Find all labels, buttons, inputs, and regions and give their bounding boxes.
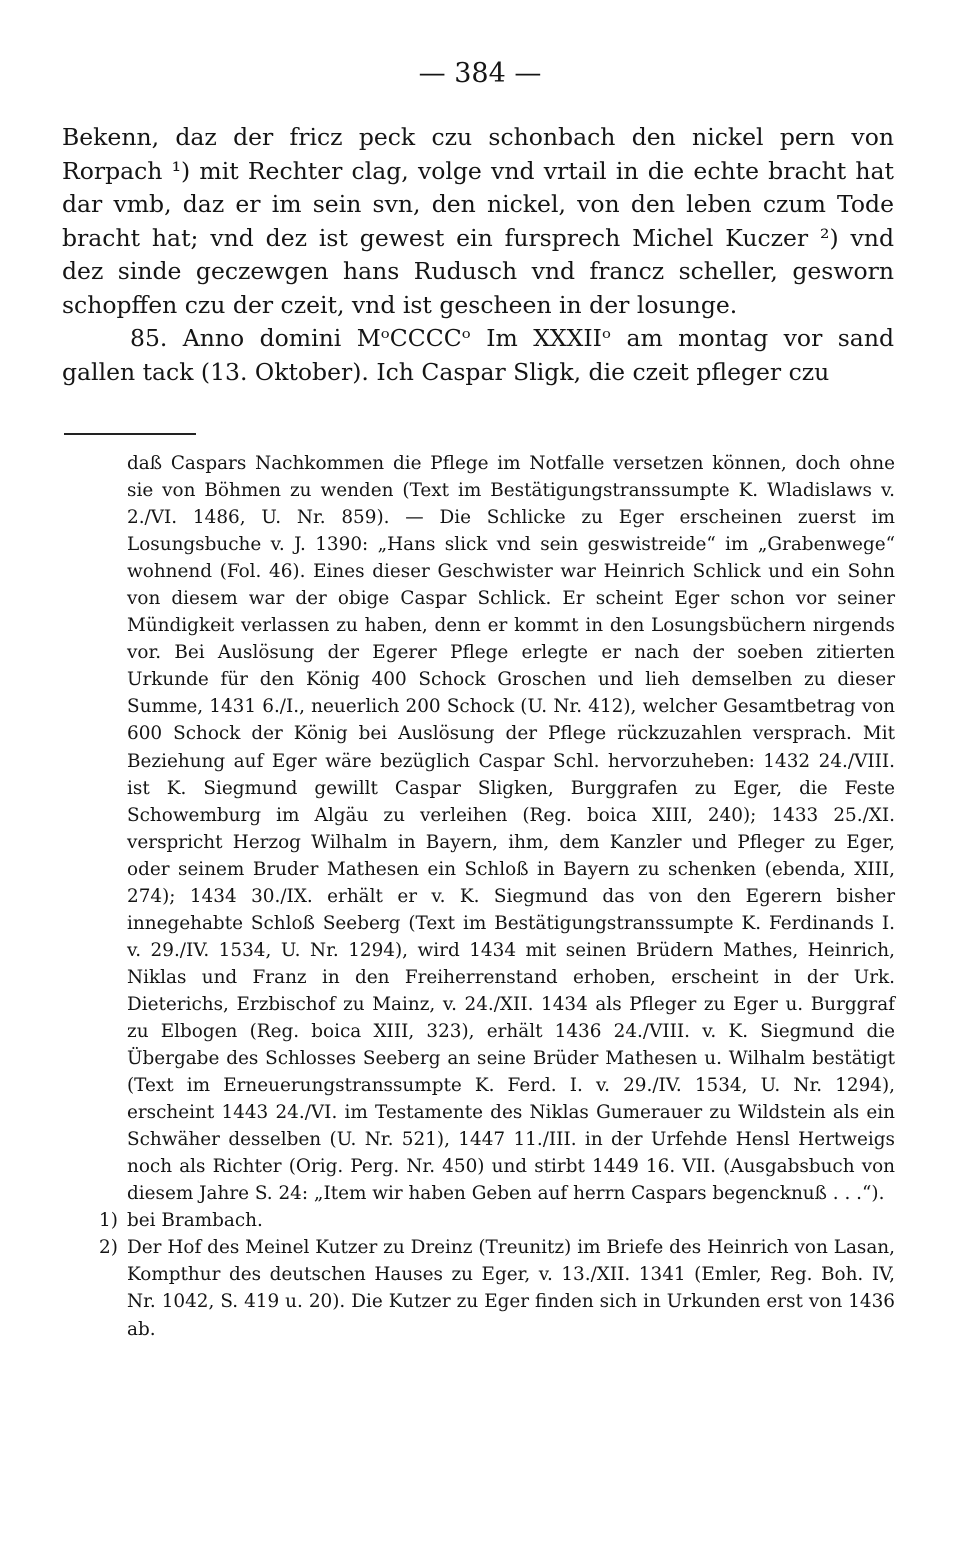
- page-number: — 384 —: [418, 58, 542, 89]
- footnote-1-text: bei Brambach.: [127, 1210, 263, 1232]
- paragraph-2: 85. Anno domini MᵒCCCCᵒ Im XXXIIᵒ am montag vor sand gallen tack (13. Oktober). Ich Caspar Sligk, die czeit pfleger czu: [62, 324, 894, 386]
- footnotes: [99, 450, 895, 1343]
- footnote-continuation: daß Caspars Nachkommen die Pflege im Notfalle versetzen können, doch ohne sie von Böhmen zu wenden (Text im Bestätigungstranssumpte K. Wladislaws v. 2./VI. 1486, U. Nr. 859). — Die Schlicke zu Eger erscheinen zuerst im Losungsbuche v. J. 1390: „Hans slick vnd sein geswistreide“ im „Grabenwege“ wohnend (Fol. 46). Eines dieser Geschwister war Heinrich Schlick und ein Sohn von diesem war der obige Caspar Schlick. Er scheint Eger schon vor seiner Mündigkeit verlassen zu haben, denn er kommt in den Losungsbüchern nirgends vor. Bei Auslösung der Egerer Pflege erlegte er nach der soeben zitierten Urkunde für den König 400 Schock Groschen und lieh demselben zu dieser Summe, 1431 6./I., neuerlich 200 Schock (U. Nr. 412), welcher Gesamtbetrag von 600 Schock der König bei Auslösung der Pflege rückzuzahlen versprach. Mit Beziehung auf Eger wäre bezüglich Caspar Schl. hervorzuheben: 1432 24./VIII. ist K. Siegmund gewillt Caspar Sligken, Burggrafen zu Eger, die Feste Schowemburg im Algäu zu verleihen (Reg. boica XIII, 240); 1433 25./XI. verspricht Herzog Wilhalm in Bayern, ihm, dem Kanzler und Pfleger zu Eger, oder seinem Bruder Mathesen ein Schloß in Bayern zu schenken (ebenda, XIII, 274); 1434 30./IX. erhält er v. K. Siegmund das von den Egerern bisher innegehabte Schloß Seeberg (Text im Bestätigungstranssumpte K. Ferdinands I. v. 29./IV. 1534, U. Nr. 1294), wird 1434 mit seinen Brüdern Mathes, Heinrich, Niklas und Franz in den Freiherrenstand erhoben, erscheint in der Urk. Dieterichs, Erzbischof zu Mainz, v. 24./XII. 1434 als Pfleger zu Eger u. Burggraf zu Elbogen (Reg. boica XIII, 323), erhält 1436 24./VIII. v. K. Siegmund die Übergabe des Schlosses Seeberg an seine Brüder Mathesen u. Wilhalm bestätigt (Text im Erneuerungstranssumpte K. Ferd. I. v. 29./IV. 1534, U. Nr. 1294), erscheint 1443 24./VI. im Testamente des Niklas Gumerauer zu Wildstein als ein Schwäher desselben (U. Nr. 521), 1447 11./III. in der Urfehde Hensl Hertweigs noch als Richter (Orig. Perg. Nr. 450) und stirbt 1449 16. VII. (Ausgabsbuch von diesem Jahre S. 24: „Item wir haben Geben auf herrn Caspars begencknuß . . .“).: [127, 453, 895, 1205]
- footnote-2: [99, 1234, 895, 1342]
- main-text: [62, 121, 894, 389]
- footnote-2-marker: 2): [99, 1237, 118, 1259]
- paragraph-1: Bekenn, daz der fricz peck czu schonbach den nickel pern von Rorpach ¹) mit Rechter clag, volge vnd vrtail in die echte bracht hat dar vmb, daz er im sein svn, den nickel, von den leben czum Tode bracht hat; vnd dez ist gewest ein fursprech Michel Kuczer ²) vnd dez sinde geczewgen hans Rudusch vnd francz scheller, gesworn schopffen czu der czeit, vnd ist gescheen in der losunge.: [62, 123, 894, 319]
- footnote-1: [99, 1207, 895, 1234]
- footnote-rule: [64, 433, 196, 435]
- footnote-2-text: Der Hof des Meinel Kutzer zu Dreinz (Treunitz) im Briefe des Heinrich von Lasan, Kompthur des deutschen Hauses zu Eger, v. 13./XII. 1341 (Emler, Reg. Boh. IV, Nr. 1042, S. 419 u. 20). Die Kutzer zu Eger finden sich in Urkunden erst von 1436 ab.: [127, 1237, 895, 1340]
- footnote-1-marker: 1): [99, 1210, 118, 1232]
